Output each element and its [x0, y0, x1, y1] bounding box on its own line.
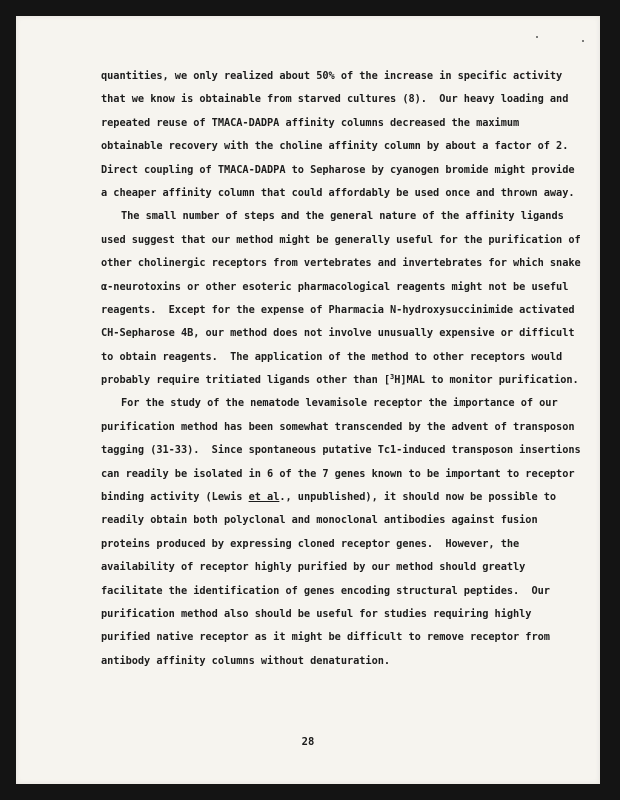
text-line: Direct coupling of TMACA-DADPA to Sepharose by cyanogen bromide might provide: [101, 163, 575, 176]
text-line: [101, 486, 571, 509]
text-segment: ., unpublished), it should now be possible to: [279, 491, 557, 504]
text-line: reagents. Except for the expense of Pharmacia N-hydroxysuccinimide activated: [101, 303, 575, 316]
text-line: For the study of the nematode levamisole receptor the importance of our: [121, 397, 558, 410]
text-line: that we know is obtainable from starved cultures (8). Our heavy loading and: [101, 93, 569, 106]
document-page: [16, 16, 600, 784]
text-line: can readily be isolated in 6 of the 7 genes known to be important to receptor: [101, 467, 575, 480]
text-line: α-neurotoxins or other esoteric pharmacological reagents might not be useful: [101, 280, 569, 293]
text-line: facilitate the identification of genes encoding structural peptides. Our: [101, 584, 550, 597]
text-line: used suggest that our method might be generally useful for the purification of: [101, 233, 581, 246]
text-line: CH-Sepharose 4B, our method does not involve unusually expensive or difficult: [101, 327, 575, 340]
text-line: to obtain reagents. The application of the method to other receptors would: [101, 350, 563, 363]
text-line: proteins produced by expressing cloned receptor genes. However, the: [101, 537, 520, 550]
text-line: availability of receptor highly purified by our method should greatly: [101, 561, 526, 574]
text-line: a cheaper affinity column that could affordably be used once and thrown away.: [101, 186, 575, 199]
text-segment: H]MAL to monitor purification.: [394, 374, 579, 387]
text-line: The small number of steps and the general nature of the affinity ligands: [121, 210, 564, 223]
text-segment: binding activity (Lewis: [101, 491, 249, 504]
body-text: [101, 65, 581, 673]
text-line: purification method also should be useful for studies requiring highly: [101, 607, 532, 620]
text-line: quantities, we only realized about 50% of the increase in specific activity: [101, 70, 563, 82]
underlined-citation: et al: [248, 491, 280, 504]
text-line: other cholinergic receptors from vertebrates and invertebrates for which snake: [101, 257, 581, 270]
scan-speck: [582, 40, 584, 42]
text-line: obtainable recovery with the choline affinity column by about a factor of 2.: [101, 140, 569, 153]
scan-speck: [536, 36, 538, 38]
text-line: [101, 369, 579, 392]
text-line: tagging (31-33). Since spontaneous putative Tc1-induced transposon insertions: [101, 444, 581, 457]
superscript: 3: [390, 373, 395, 382]
page-number: 28: [301, 736, 315, 748]
text-line: purified native receptor as it might be difficult to remove receptor from: [101, 631, 550, 644]
text-line: purification method has been somewhat transcended by the advent of transposon: [101, 420, 575, 433]
text-line: antibody affinity columns without denaturation.: [101, 654, 391, 667]
text-line: repeated reuse of TMACA-DADPA affinity columns decreased the maximum: [101, 116, 520, 129]
text-line: readily obtain both polyclonal and monoclonal antibodies against fusion: [101, 514, 538, 527]
text-segment: probably require tritiated ligands other than [: [101, 374, 391, 387]
